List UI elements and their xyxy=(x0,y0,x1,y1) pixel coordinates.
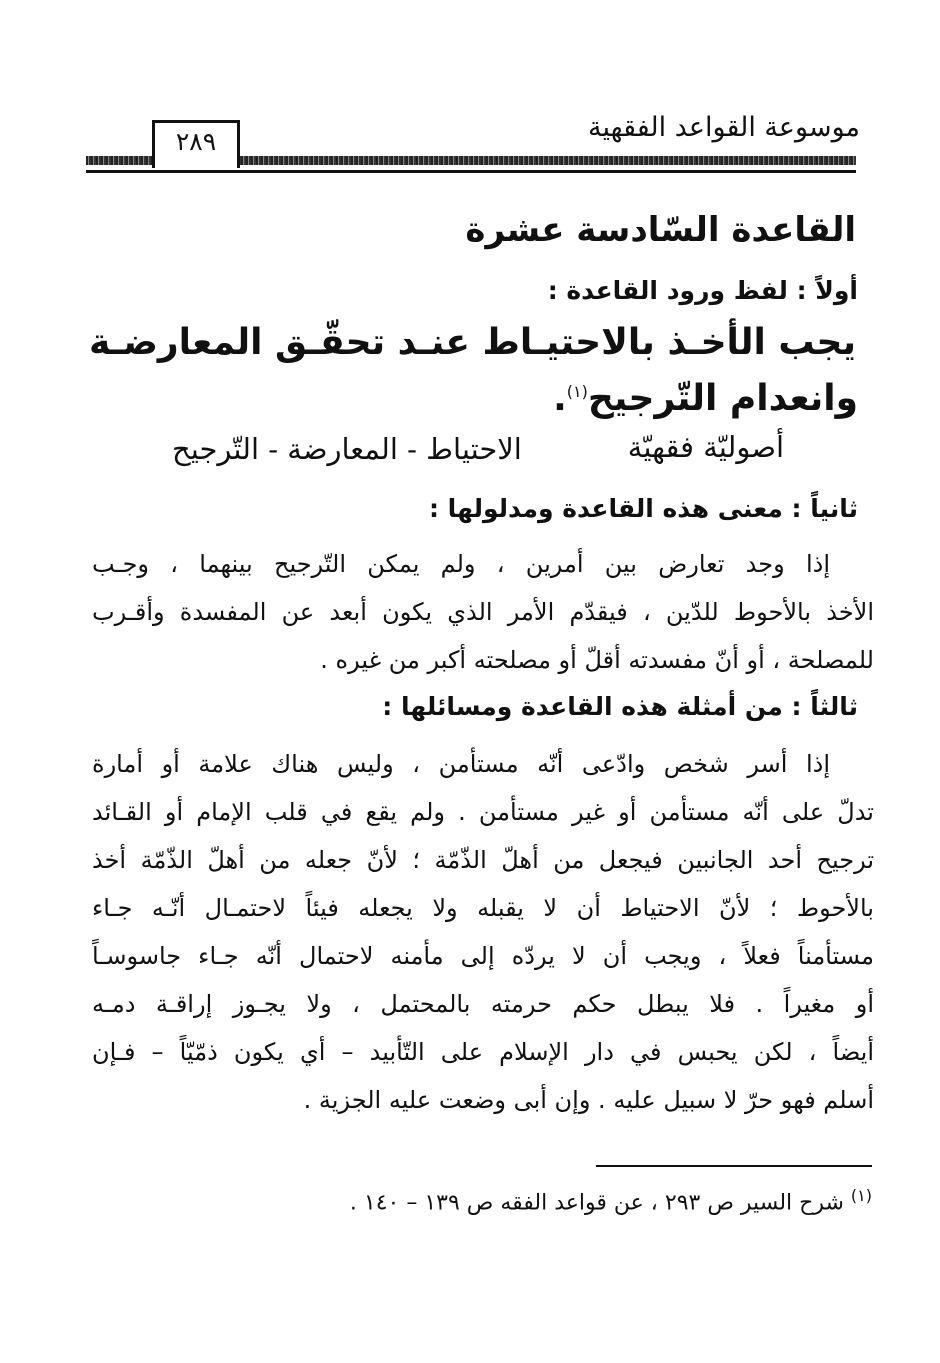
rule-statement-line2-text: وانعدام التّرجيح xyxy=(587,378,858,419)
rule-statement-line2 xyxy=(553,378,858,419)
section1-title: أولاً : لفظ ورود القاعدة : xyxy=(547,276,858,305)
section3-line: ترجيح أحد الجانبين فيجعل من أهلّ الذّمّة ؛ لأنّ جعله من أهلّ الذّمّة أخذ xyxy=(92,846,874,874)
header-rule-thin xyxy=(86,170,856,173)
section2-line: إذا وجد تعارض بين أمرين ، ولم يمكن التّرجيح بينهما ، وجـب xyxy=(92,550,830,578)
section3-line: أو مغيراً . فلا يبطل حكم حرمته بالمحتمل ، ولا يجـوز إراقـة دمـه xyxy=(92,990,874,1018)
page-number: ٢٨٩ xyxy=(152,120,240,162)
footnote-ref: (١) xyxy=(566,382,588,401)
footnote-marker: (١) xyxy=(850,1186,872,1205)
rule-terms: الاحتياط - المعارضة - التّرجيح xyxy=(172,432,522,466)
section3-line: تدلّ على أنّه مستأمن أو غير مستأمن . ولم يقع في قلب الإمام أو القـائد xyxy=(92,798,874,826)
section2-line: للمصلحة ، أو أنّ مفسدته أقلّ أو مصلحته أكبر من غيره . xyxy=(320,646,874,674)
rule-statement-line1: يجب الأخـذ بالاحتيـاط عنـد تحقّـق المعارضـة xyxy=(88,322,856,363)
footnote-rule xyxy=(596,1165,872,1167)
section3-line: مستأمناً فعلاً ، ويجب أن لا يردّه إلى مأمنه لاحتمال أنّه جـاء جاسوسـاً xyxy=(92,942,874,970)
section3-line: بالأحوط ؛ لأنّ الاحتياط أن لا يقبله ولا يجعله فيئاً لاحتمـال أنّـه جـاء xyxy=(92,894,874,922)
footnote-text: شرح السير ص ٢٩٣ ، عن قواعد الفقه ص ١٣٩ – ١٤٠ . xyxy=(349,1190,844,1216)
rule-type: أصوليّة فقهيّة xyxy=(627,430,784,464)
footnote xyxy=(350,1186,872,1215)
section3-line: إذا أسر شخص وادّعى أنّه مستأمن ، وليس هناك علامة أو أمارة xyxy=(92,750,830,778)
rule-statement-end: . xyxy=(553,378,567,419)
section2-paragraph xyxy=(92,540,874,684)
section2-title: ثانياً : معنى هذه القاعدة ومدلولها : xyxy=(428,494,858,523)
running-title: موسوعة القواعد الفقهية xyxy=(588,112,860,143)
section3-title: ثالثاً : من أمثلة هذه القاعدة ومسائلها : xyxy=(382,692,858,721)
section3-line: أيضاً ، لكن يحبس في دار الإسلام على التّأبيد – أي يكون ذمّيّاً – فـإن xyxy=(92,1038,874,1066)
rule-heading: القاعدة السّادسة عشرة xyxy=(465,210,856,250)
section3-paragraph xyxy=(92,740,874,1124)
section2-line: الأخذ بالأحوط للدّين ، فيقدّم الأمر الذي يكون أبعد عن المفسدة وأقـرب xyxy=(92,598,874,626)
section3-line: أسلم فهو حرّ لا سبيل عليه . وإن أبى وضعت عليه الجزية . xyxy=(303,1086,874,1114)
